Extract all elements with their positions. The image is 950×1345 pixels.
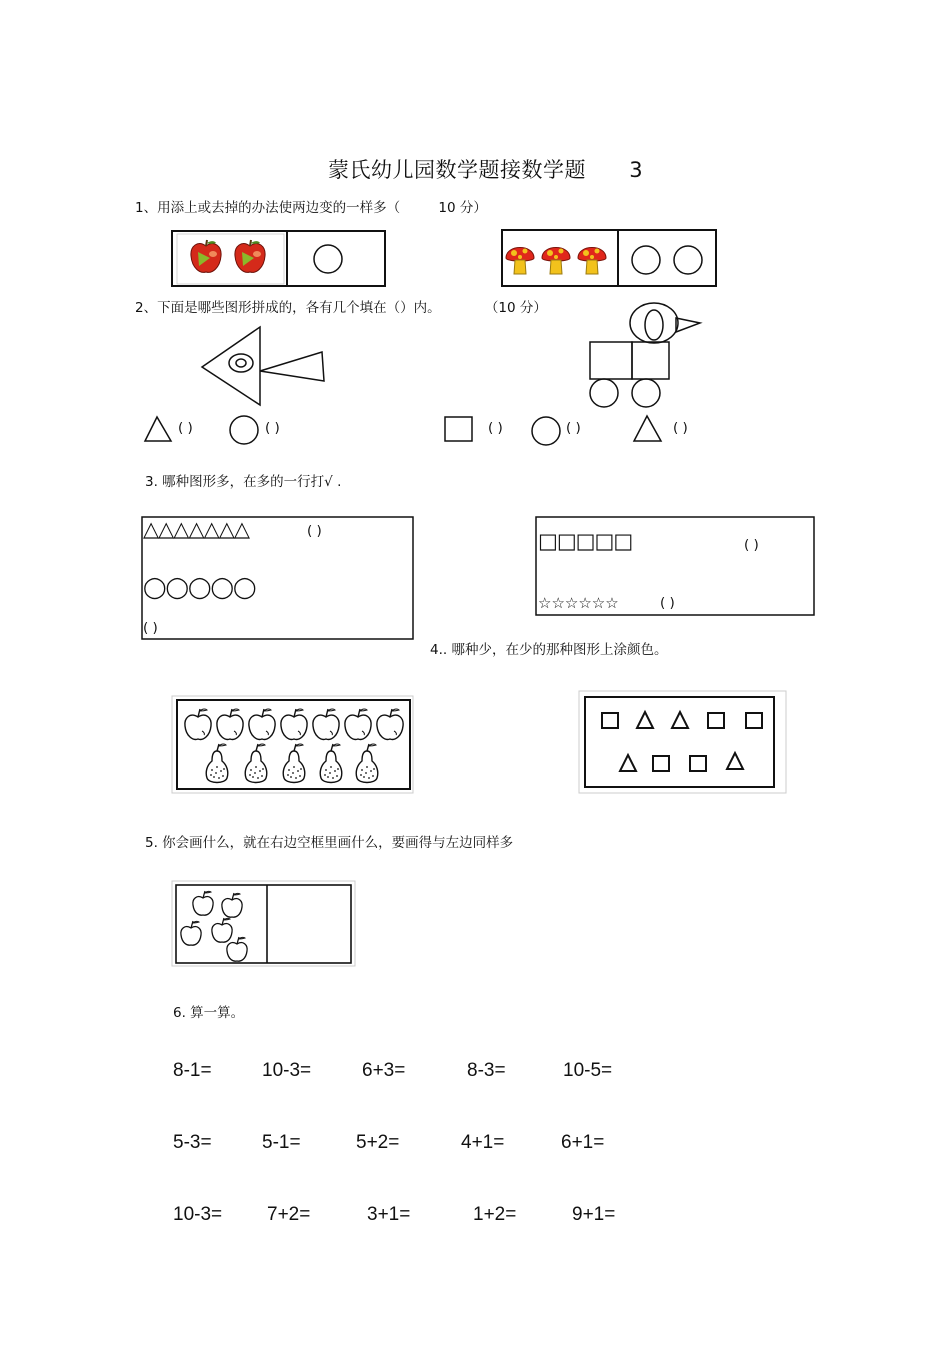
apple-icon: [181, 921, 201, 945]
q3-star-row: ☆☆☆☆☆☆: [538, 594, 619, 612]
question-1-label: 1、用添上或去掉的办法使两边变的一样多（: [135, 200, 401, 216]
apple-icon: [345, 709, 371, 739]
math-problem: 8-1=: [173, 1060, 212, 1081]
math-problem: 4+1=: [461, 1132, 505, 1153]
apple-icon: [193, 891, 213, 915]
question-6-label: 6. 算一算。: [173, 1005, 245, 1021]
square-shape: [746, 713, 762, 728]
q5-drawing-box: [172, 881, 355, 966]
math-problem: 5-1=: [262, 1132, 301, 1153]
title-text: 蒙氏幼儿园数学题接数学题: [328, 158, 586, 182]
pear-icon: [320, 744, 342, 783]
math-problem: 6+3=: [362, 1060, 406, 1081]
math-problem: 1+2=: [473, 1204, 517, 1225]
apple-icon: [217, 709, 243, 739]
square-shape: [602, 713, 618, 728]
pear-icon: [206, 744, 228, 783]
question-2-score: （10 分）: [484, 300, 547, 316]
apple-icon: [222, 893, 242, 917]
apple-icon: [281, 709, 307, 739]
q2-answer-paren: ( ): [673, 420, 688, 436]
circle-shape: [314, 245, 342, 273]
math-problem: 10-5=: [563, 1060, 613, 1081]
math-problem: 5-3=: [173, 1132, 212, 1153]
q3-triangle-row: △△△△△△△: [143, 517, 250, 541]
circle-shape: [674, 246, 702, 274]
title-number: 3: [629, 158, 644, 182]
apple-icon: [212, 918, 232, 942]
q4-fruit-box: [172, 696, 413, 793]
q1-right-box: [502, 230, 716, 286]
triangle-shape: [727, 753, 743, 769]
q3-right-box: [536, 517, 814, 615]
apple-icon: [377, 709, 403, 739]
q3-square-row: □□□□□: [538, 529, 633, 553]
math-problem: 10-3=: [173, 1204, 223, 1225]
circle-shape: [230, 416, 258, 444]
math-problem: 5+2=: [356, 1132, 400, 1153]
triangle-shape: [637, 712, 653, 728]
mushroom-icon: [542, 248, 570, 275]
pear-icon: [356, 744, 378, 783]
q3-answer-paren: ( ): [660, 595, 675, 611]
triangle-shape: [672, 712, 688, 728]
q2-answer-paren: ( ): [265, 420, 280, 436]
q3-circle-row: ◯◯◯◯◯: [143, 575, 256, 599]
math-problem: 8-3=: [467, 1060, 506, 1081]
pear-icon: [283, 744, 305, 783]
apple-icon: [227, 937, 247, 961]
q2-answer-paren: ( ): [178, 420, 193, 436]
q3-left-box: [142, 517, 413, 639]
q2-bird-figure: [202, 327, 324, 405]
question-5-label: 5. 你会画什么，就在右边空框里画什么，要画得与左边同样多: [145, 835, 514, 851]
pear-icon: [245, 744, 267, 783]
q2-answer-paren: ( ): [566, 420, 581, 436]
circle-shape: [532, 417, 560, 445]
mushroom-icon: [578, 248, 606, 275]
apple-icon: [249, 709, 275, 739]
math-problem: 3+1=: [367, 1204, 411, 1225]
square-shape: [445, 417, 472, 441]
question-3-label: 3. 哪种图形多，在多的一行打√ .: [145, 474, 342, 490]
mushroom-icon: [506, 248, 534, 275]
triangle-shape: [634, 416, 661, 441]
circle-shape: [632, 246, 660, 274]
q2-answer-paren: ( ): [488, 420, 503, 436]
square-shape: [653, 756, 669, 771]
square-shape: [708, 713, 724, 728]
q3-answer-paren: ( ): [143, 620, 158, 636]
math-problem: 9+1=: [572, 1204, 616, 1225]
question-4-label: 4.. 哪种少，在少的那种图形上涂颜色。: [430, 642, 668, 658]
apple-icon: [235, 240, 265, 272]
apple-icon: [185, 709, 211, 739]
math-problem: 6+1=: [561, 1132, 605, 1153]
q3-answer-paren: ( ): [744, 537, 759, 553]
apple-icon: [191, 240, 221, 272]
question-1-score: 10 分）: [438, 200, 487, 216]
apple-icon: [313, 709, 339, 739]
question-2-label: 2、下面是哪些图形拼成的，各有几个填在（）内。: [135, 300, 441, 316]
q3-answer-paren: ( ): [307, 523, 322, 539]
q1-left-box: [172, 231, 385, 286]
math-problem: 10-3=: [262, 1060, 312, 1081]
triangle-shape: [145, 417, 171, 441]
square-shape: [690, 756, 706, 771]
q2-duck-figure: [590, 303, 700, 407]
q4-shape-box: [579, 691, 786, 793]
triangle-shape: [620, 755, 636, 771]
math-problem: 7+2=: [267, 1204, 311, 1225]
